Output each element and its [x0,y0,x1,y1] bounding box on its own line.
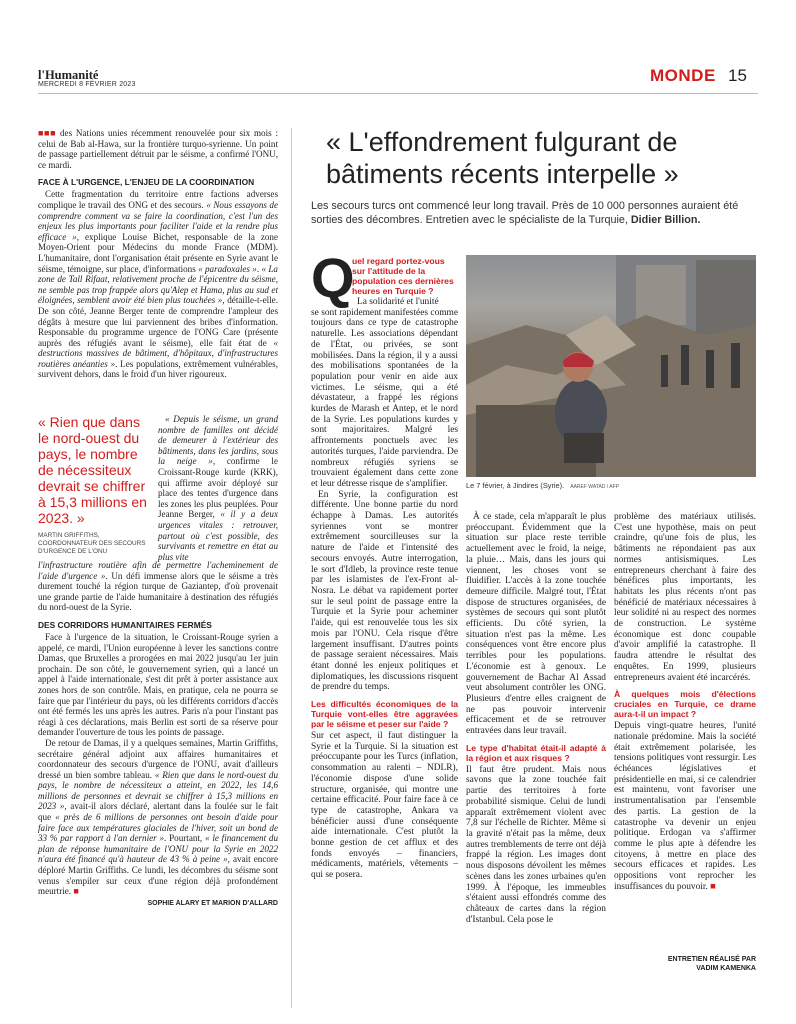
column-divider [291,128,292,1008]
question-1: uel regard portez-vous sur l'attitude de la population ces dernières heures en Turquie ? [352,256,454,296]
interview-column-3: problème des matériaux utilisés. C'est une hypothèse, mais on peut craindre, qu'une fois de plus, les bâtiments ne répondaient pas aux normes antisismiques. Les entrepreneurs cherchant à faire des bénéfices plus importants, les habitats les plus récents n'ont pas bénéficié de matériaux nécessaires à leur solidité ni au respect des normes de construction. Le système économique est donc coupable d'avoir amplifié la catastrophe. Il faudra attendre le résultat des enquêtes. En 1999, plusieurs entrepreneurs avaient été incarcérés. À quelques mois d'élections cruciales en Turquie, ce drame aura-t-il un impact ? Depuis vingt-quatre heures, l'unité nationale prédomine. Mais la société était extrêmement polarisée, les tensions politiques vont ressurgir. Les échéances législatives et présidentielle en mai, si ce calendrier est maintenu, vont favoriser une instrumentalisation par l'ensemble des partis. La gestion de la catastrophe va devenir un enjeu politique. Erdogan va s'affirmer comme le plus apte à défendre les citoyens, à mettre en place des secours efficaces et rapides. Les oppositions vont reprocher les insuffisances du pouvoir. ■ [614,512,756,892]
page-number: 15 [728,66,747,85]
rubble-scene-illustration [466,255,756,477]
drop-cap: Q [311,246,355,309]
left-article-byline: SOPHIE ALARY ET MARION D'ALLARD [147,899,278,907]
left-article-narrow-column: « Depuis le séisme, un grand nombre de familles ont décidé de demeurer à l'extérieur des bâtiments, dans les jardins, sous la neige », confirme le Croissant-Rouge kurde (KRK), qui affirme avoir déployé sur place des tentes d'urgence dans les zones les plus peuplées. Pour Jeanne Berger, « il y a deux urgences vitales : retrouver, partout où c'est possible, des survivants et remettre en état au plus vite [158,414,278,562]
interview-column-1: La solidarité et l'unité se sont rapidement manifestées comme toujours dans ce type de catastrophe naturelle. Les associations dépendant de l'État, ou privées, se sont mobilisées. Dans la région, il y a aussi des mobilisations spontanées de la population pour venir en aide aux victimes. Le séisme, qui a été dévastateur, a frappé les régions kurdes de Marash et Antep, et le nord de la Syrie. Les populations kurdes y sont majoritaires. Malgré les affrontements ponctuels avec les autorités turques, l'aide parviendra. De nombreux réfugiés syriens se trouvaient également dans cette zone et leur détresse risque de s'amplifier. En Syrie, la configuration est différente. Une bonne partie du nord échappe à Damas. Les autorités syriennes vont se montrer extrêmement sourcilleuses sur la nature de l'aide et l'intensité des secours envoyés. Autre interrogation, le sort d'Idleb, la province reste tenue par les islamistes de l'ex-Front al-Nosra. Le débat va rapidement porter sur le seul point de passage entre la Turquie et la Syrie pour acheminer l'aide, qui est renouvelée tous les six mois par l'ONU. Cela risque d'être largement insuffisant. D'autres points de passage seraient nécessaires. Mais étant donné les enjeux politiques et diplomatiques, les discussions risquent de prendre du temps. Les difficultés économiques de la Turquie vont-elles être aggravées par le séisme et peser sur l'aide ? Sur cet aspect, il faut distinguer la Syrie et la Turquie. Si la situation est préoccupante pour les Turcs (inflation, consommation au ralenti – NDLR), l'économie dispose d'une solide structure, organisée, qui montre une certaine efficacité. Pour faire face à ce type de catastrophe, Ankara va bénéficier aussi d'une conséquente aide internationale. C'est plutôt la bonne gestion de cet afflux et des fonds envoyés – financiers, médicaments, matériels, vêtements – qui se posera. [311,297,458,881]
article-standfirst: Les secours turcs ont commencé leur long travail. Près de 10 000 personnes auraient été sorties des décombres. Entretien avec le spécialiste de la Turquie, Didier Billion. [311,200,739,226]
quote-attribution: MARTIN GRIFFITHS, COORDONNATEUR DES SECOURS D'URGENCE DE L'ONU [38,532,146,555]
question-3: Le type d'habitat était-il adapté à la région et aux risques ? [466,742,606,763]
question-2: Les difficultés économiques de la Turquie vont-elles être aggravées par le séisme et peser sur l'aide ? [311,699,458,730]
article-title: « L'effondrement fulgurant de bâtiments récents interpelle » [326,127,679,189]
pull-quote: « Rien que dans le nord-ouest du pays, le nombre de nécessiteux devrait se chiffrer à 15,3 millions en 2023. » MARTIN GRIFFITHS, COORDONNATEUR DES SECOURS D'URGENCE DE L'ONU [38,414,147,555]
interview-column-2: À ce stade, cela m'apparaît le plus préoccupant. Évidemment que la situation sur place reste terrible actuellement avec le froid, la neige, la pluie… Mais, dans les jours qui viennent, les choses vont se fluidifier. L'accès à la zone touchée demeure difficile. Malgré tout, l'État dispose de structures organisées, de systèmes de secours qui sont plutôt efficients. Du côté syrien, la situation n'est pas la même. Les conséquences vont être encore plus terribles pour les populations. L'économie est à genoux. Le gouvernement de Bachar Al Assad veut absolument contrôler les ONG. Plusieurs d'entre elles craignent de ne pas pouvoir intervenir efficacement et de se retrouver entravées dans leur travail. Le type d'habitat était-il adapté à la région et aux risques ? Il faut être prudent. Mais nous savons que la zone touchée fait partie des territoires à forte probabilité sismique. Celui de lundi apparaît extrêmement violent avec 7,8 sur l'échelle de Richter. Même si la gravité n'était pas la même, deux autres tremblements de terre ont déjà frappé la région. Les images dont nous disposons dévoilent les mêmes scènes dans les zones urbaines qu'en 1999. À l'époque, les immeubles s'étaient aussi effondrés comme des châteaux de cartes dans la région d'Istanbul. Cela pose le [466,512,606,925]
photo-caption: Le 7 février, à Jindires (Syrie). AAREF WATAD / AFP [466,481,620,490]
question-4: À quelques mois d'élections cruciales en Turquie, ce drame aura-t-il un impact ? [614,689,756,720]
left-article-column-1: ■■■ des Nations unies récemment renouvelée pour six mois : celui de Bab al-Hawa, sur la frontière turquo-syrienne. Un point de passage partiellement détruit par le séisme, a confirmé l'ONU, ce mardi. FACE À L'URGENCE, L'ENJEU DE LA COORDINATION Cette fragmentation du territoire entre factions adverses complique le travail des ONG et des secours. « Nous essayons de comprendre comment va se faire la coordination, c'est l'un des enjeux les plus importants pour faciliter l'aide et la rendre plus efficace », explique Louise Bichet, responsable de la zone Moyen-Orient pour Médecins du monde France (MDM). L'humanitaire, dont l'organisation était présente en Syrie avant le séisme, témoigne, sur place, d'informations « paradoxales ». « La zone de Tall Rifaat, relativement proche de l'épicentre du séisme, ne semble pas trop frappée alors qu'Alep et Hama, plus au sud et éloignées, semblent avoir été bien plus touchées », détaille-t-elle. De son côté, Jeanne Berger tente de comprendre l'ampleur des dégâts à mesure que lui parviennent des bribes d'information. Responsable du programme urgence de l'ONG Care (présente auprès des réfugiés avant le séisme), elle fait état de « destructions massives de bâtiment, d'hôpitaux, d'infrastructures routières anéanties ». Les populations, extrêmement vulnérables, survivent dehors, dans le froid d'un hiver rigoureux. [38,128,279,380]
issue-date: MERCREDI 8 FÉVRIER 2023 [38,81,136,88]
subhead-coordination: FACE À L'URGENCE, L'ENJEU DE LA COORDINATION [38,177,255,188]
interview-byline: ENTRETIEN RÉALISÉ PAR VADIM KAMENKA [667,956,756,972]
news-photo [466,255,756,477]
subhead-corridors: DES CORRIDORS HUMANITAIRES FERMÉS [38,619,212,630]
left-article-column-2: l'infrastructure routière afin de permettre l'acheminement de l'aide d'urgence ». Un défi immense alors que le séisme a très durement touché la région turque de Gaziantep, d'où provenait une grande partie de l'aide humanitaire à destination des réfugiés du nord-ouest de la Syrie. DES CORRIDORS HUMANITAIRES FERMÉS Face à l'urgence de la situation, le Croissant-Rouge syrien a appelé, ce mardi, l'Union européenne à lever les sanctions contre Damas, que Bruxelles a prorogées en mai 2022 jusqu'au 1er juin prochain. De son côté, le gouvernement syrien, qui a lancé un appel à l'aide internationale, s'est dit prêt à porter assistance aux zones hors de son contrôle. Mais, en pratique, cela ne pourra se faire que par l'intérieur du pays, où les différents corridors d'accès ont été fermés les uns après les autres. Paris n'a pour l'instant pas réagi à ces déclarations, mais Berlin est sorti de sa réserve pour demander l'ouverture de tous les points de passage. De retour de Damas, il y a quelques semaines, Martin Griffiths, secrétaire général adjoint aux affaires humanitaires et coordonnateur des secours d'urgence de l'ONU, avait d'ailleurs dressé un bien sombre tableau. « Rien que dans le nord-ouest du pays, le nombre de nécessiteux a atteint, en 2022, les 14,6 millions de personnes et devrait se chiffrer à 15,3 millions en 2023 », avait-il alors déclaré, alertant dans la foulée sur le fait que « près de 6 millions de personnes ont besoin d'aide pour faire face aux températures glaciales de l'hiver, soit un bond de 33 % par rapport à l'an dernier ». Pourtant, « le financement du plan de réponse humanitaire de l'ONU pour la Syrie en 2022 n'aura été financé qu'à hauteur de 43 % à peine », avait encore déploré Martin Griffiths. Ce lundi, les décombres du séisme sont venus s'empiler sur ceux d'une région déjà profondément meurtrie. ■ SOPHIE ALARY ET MARION D'ALLARD [38,560,278,1012]
section-label: MONDE [650,66,716,85]
masthead-logo: l'Humanité [38,68,99,82]
continuation-icon: ■■■ [38,128,57,138]
header-rule [38,93,758,94]
